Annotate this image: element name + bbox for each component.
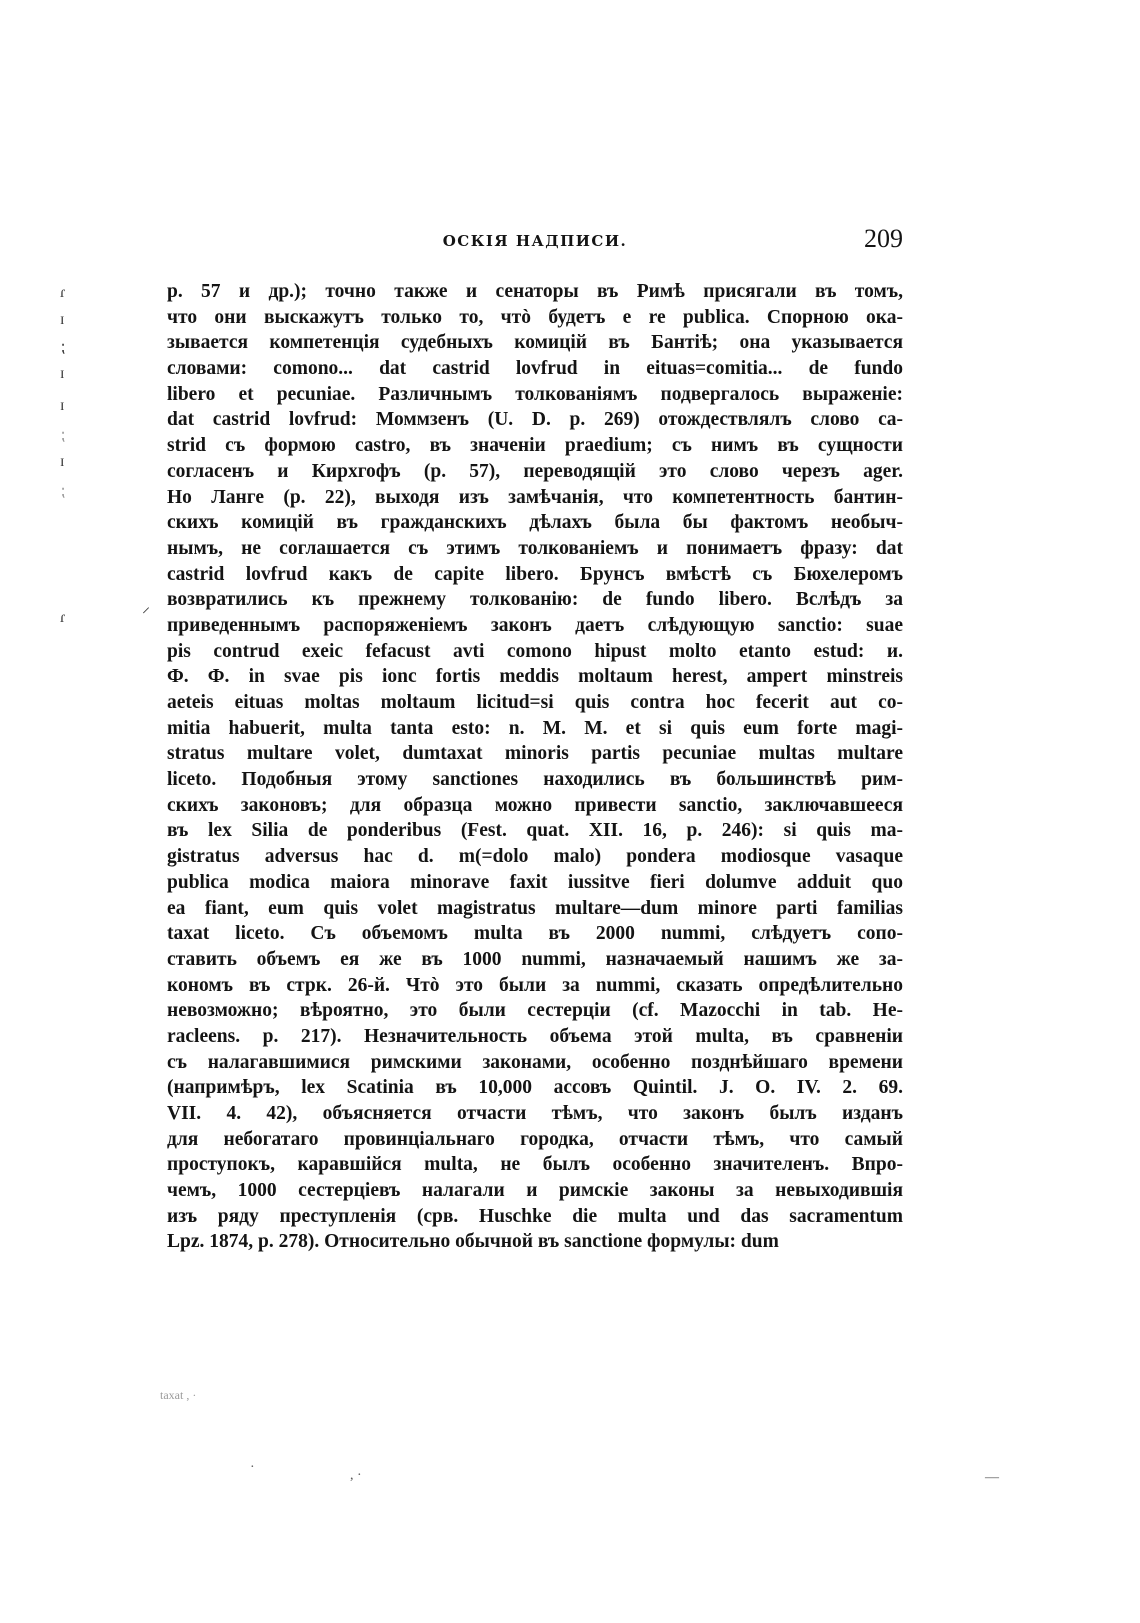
text-line: проступокъ, каравшійся multa, не былъ особенно значителенъ. Впро- bbox=[167, 1154, 903, 1176]
text-line: кономъ въ стрк. 26-й. Чтò это были за nummi, сказать опредѣлительно bbox=[167, 974, 903, 996]
text-line: castrid lovfrud какъ de capite libero. Брунсъ вмѣстѣ съ Бюхелеромъ bbox=[167, 563, 903, 585]
text-line: возвратились къ прежнему толкованію: de fundo libero. Вслѣдъ за bbox=[167, 589, 903, 611]
stray-mark: , · bbox=[350, 1468, 362, 1483]
text-line: libero et pecuniae. Различнымъ толкованіямъ подвергалось выраженіе: bbox=[167, 383, 903, 405]
text-line: Ф. Ф. in svae pis ionc fortis meddis moltaum herest, ampert minstreis bbox=[167, 666, 903, 688]
text-line: gistratus adversus hac d. m(=dolo malo) pondera modiosque vasaque bbox=[167, 846, 903, 868]
text-line: mitia habuerit, multa tanta esto: n. M. M. et si quis eum forte magi- bbox=[167, 717, 903, 739]
text-line: невозможно; вѣроятно, это были сестерціи (cf. Mazocchi in tab. He- bbox=[167, 1000, 903, 1022]
text-line: нымъ, не соглашается съ этимъ толкованіемъ и понимаетъ фразу: dat bbox=[167, 537, 903, 559]
text-line: publica modica maiora minorave faxit iussitve fieri dolumve adduit quo bbox=[167, 871, 903, 893]
margin-mark: ɾ bbox=[60, 284, 66, 301]
text-line: зывается компетенція судебныхъ комицій въ Бантіѣ; она указывается bbox=[167, 332, 903, 354]
bottom-fragment: taxat , · bbox=[160, 1388, 197, 1402]
text-line: Но Ланге (p. 22), выходя изъ замѣчанія, что компетентность бантин- bbox=[167, 486, 903, 508]
margin-mark: ⁏ bbox=[60, 427, 66, 444]
text-line: dat castrid lovfrud: Моммзенъ (U. D. p. 269) отождествлялъ слово ca- bbox=[167, 409, 903, 431]
text-line: въ lex Silia de ponderibus (Fest. quat. XII. 16, p. 246): si quis ma- bbox=[167, 820, 903, 842]
text-line: ставить объемъ ея же въ 1000 nummi, назначаемый нашимъ же за- bbox=[167, 948, 903, 970]
text-line: strid съ формою castro, въ значеніи praedium; съ нимъ въ сущности bbox=[167, 435, 903, 457]
text-line: съ налагавшимися римскими законами, особенно позднѣйшаго времени bbox=[167, 1051, 903, 1073]
text-line: чемъ, 1000 сестерціевъ налагали и римскіе законы за невыходившія bbox=[167, 1180, 903, 1202]
text-line: для небогатаго провинціальнаго городка, отчасти тѣмъ, что самый bbox=[167, 1128, 903, 1150]
margin-mark: ⁏ bbox=[60, 339, 66, 356]
margin-mark: ⁏ bbox=[60, 483, 66, 500]
text-line: p. 57 и др.); точно также и сенаторы въ Римѣ присягали въ томъ, bbox=[167, 281, 903, 302]
margin-mark: ɪ bbox=[60, 453, 65, 470]
text-line: VII. 4. 42), объясняется отчасти тѣмъ, что законъ былъ изданъ bbox=[167, 1103, 903, 1124]
running-head bbox=[167, 226, 903, 258]
text-line: ea fiant, eum quis volet magistratus multare—dum minore parti familias bbox=[167, 897, 903, 919]
text-line: согласенъ и Кирхгофъ (p. 57), переводящій это слово черезъ ager. bbox=[167, 460, 903, 482]
stray-rule: — bbox=[985, 1470, 999, 1485]
margin-mark: ⸝ bbox=[142, 599, 151, 616]
page-number: 209 bbox=[864, 224, 903, 253]
text-line: aeteis eituas moltas moltaum licitud=si quis contra hoc fecerit aut co- bbox=[167, 692, 903, 713]
margin-mark: ɪ bbox=[60, 397, 65, 414]
text-line: liceto. Подобныя этому sanctiones находились въ большинствѣ рим- bbox=[167, 769, 903, 791]
text-line: скихъ комицій въ гражданскихъ дѣлахъ была бы фактомъ необыч- bbox=[167, 512, 903, 534]
margin-mark: ɪ bbox=[60, 311, 65, 328]
text-line: что они выскажутъ только то, чтò будетъ е re publica. Спорною ока- bbox=[167, 306, 903, 328]
margin-mark: ɾ bbox=[60, 609, 66, 626]
text-line: taxat liceto. Съ объемомъ multa въ 2000 nummi, слѣдуетъ сопо- bbox=[167, 923, 903, 945]
text-line: pis contrud exeic fefacust avti comono hipust molto etanto estud: и. bbox=[167, 640, 903, 662]
running-head-title: ОСКІЯ НАДПИСИ. bbox=[442, 232, 628, 250]
text-line: Lpz. 1874, p. 278). Относительно обычной въ sanctione формулы: dum bbox=[167, 1231, 779, 1253]
text-line: приведеннымъ распоряженіемъ законъ даетъ слѣдующую sanctio: suae bbox=[167, 614, 903, 636]
text-line: скихъ законовъ; для образца можно привести sanctio, заключавшееся bbox=[167, 794, 903, 816]
text-line: (напримѣръ, lex Scatinia въ 10,000 ассовъ Quintil. J. O. IV. 2. 69. bbox=[167, 1077, 903, 1099]
text-line: stratus multare volet, dumtaxat minoris partis pecuniae multas multare bbox=[167, 743, 903, 765]
body-text bbox=[167, 279, 903, 1255]
text-line: словами: comono... dat castrid lovfrud in eituas=comitia... de fundo bbox=[167, 358, 903, 380]
stray-mark: · bbox=[250, 1460, 255, 1475]
margin-mark: ɪ bbox=[60, 365, 65, 382]
text-line: изъ ряду преступленія (срв. Huschke die multa und das sacramentum bbox=[167, 1205, 903, 1227]
text-line: racleens. p. 217). Незначительность объема этой multa, въ сравненіи bbox=[167, 1025, 903, 1047]
